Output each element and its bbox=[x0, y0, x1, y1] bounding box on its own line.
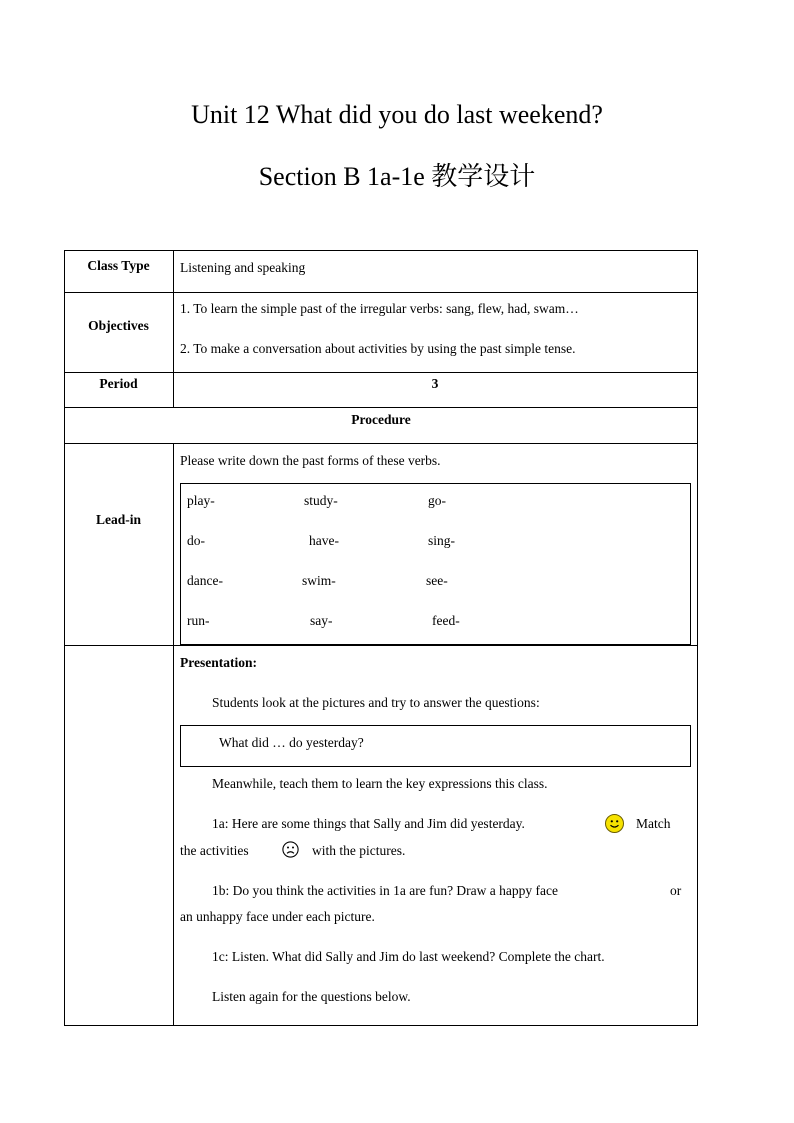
verb-item: play- bbox=[187, 493, 215, 508]
procedure-heading: Procedure bbox=[351, 412, 411, 427]
verb-item: swim- bbox=[302, 573, 336, 588]
verb-item: study- bbox=[304, 493, 338, 508]
activity-1b-or: or bbox=[670, 883, 682, 898]
activity-1b-text: 1b: Do you think the activities in 1a are fun? Draw a happy face bbox=[212, 883, 559, 898]
presentation-heading: Presentation: bbox=[180, 655, 257, 670]
document-subtitle: Section B 1a-1e 教学设计 bbox=[258, 162, 536, 191]
verb-item: dance- bbox=[187, 573, 223, 588]
class-type-label: Class Type bbox=[87, 258, 150, 273]
verb-item: have- bbox=[309, 533, 339, 548]
document-title: Unit 12 What did you do last weekend? bbox=[191, 100, 603, 129]
verb-item: run- bbox=[187, 613, 210, 628]
lead-in-instruction: Please write down the past forms of these verbs. bbox=[180, 453, 441, 468]
activity-1a-text: 1a: Here are some things that Sally and Jim did yesterday. bbox=[212, 816, 525, 831]
presentation-intro: Students look at the pictures and try to answer the questions: bbox=[212, 695, 540, 710]
lead-in-label: Lead-in bbox=[95, 512, 141, 527]
lesson-plan-table bbox=[64, 250, 698, 1026]
objective-item-2: 2. To make a conversation about activities by using the past simple tense. bbox=[180, 341, 576, 356]
activity-1a-text-line2b: with the pictures. bbox=[312, 843, 406, 858]
table-border-top bbox=[64, 250, 698, 251]
row-divider bbox=[64, 443, 698, 444]
verb-item: go- bbox=[428, 493, 446, 508]
verb-item: see- bbox=[426, 573, 448, 588]
question-box-text: What did … do yesterday? bbox=[219, 735, 364, 750]
verb-item: sing- bbox=[428, 533, 455, 548]
listen-again-text: Listen again for the questions below. bbox=[212, 989, 411, 1004]
activity-1c-text: 1c: Listen. What did Sally and Jim do last weekend? Complete the chart. bbox=[212, 949, 605, 964]
activity-1a-text-line2a: the activities bbox=[180, 843, 249, 858]
row-divider bbox=[64, 372, 698, 373]
activity-1a-match: Match bbox=[636, 816, 671, 831]
table-border-bottom bbox=[64, 1025, 698, 1026]
activity-1b-text-line2: an unhappy face under each picture. bbox=[180, 909, 375, 924]
row-divider bbox=[64, 645, 698, 646]
period-value: 3 bbox=[431, 376, 439, 391]
row-divider bbox=[64, 407, 698, 408]
row-divider bbox=[64, 292, 698, 293]
table-border-right bbox=[697, 250, 698, 1026]
objectives-label: Objectives bbox=[88, 318, 149, 333]
period-label: Period bbox=[99, 376, 138, 391]
objective-item-1: 1. To learn the simple past of the irregular verbs: sang, flew, had, swam… bbox=[180, 301, 579, 316]
meanwhile-text: Meanwhile, teach them to learn the key expressions this class. bbox=[212, 776, 548, 791]
sad-face-icon bbox=[282, 841, 299, 858]
happy-face-icon bbox=[605, 814, 624, 833]
class-type-value: Listening and speaking bbox=[180, 260, 306, 275]
column-divider bbox=[173, 443, 174, 1026]
verb-item: say- bbox=[310, 613, 333, 628]
verb-item: do- bbox=[187, 533, 205, 548]
table-border-left bbox=[64, 250, 65, 1026]
verb-item: feed- bbox=[432, 613, 460, 628]
